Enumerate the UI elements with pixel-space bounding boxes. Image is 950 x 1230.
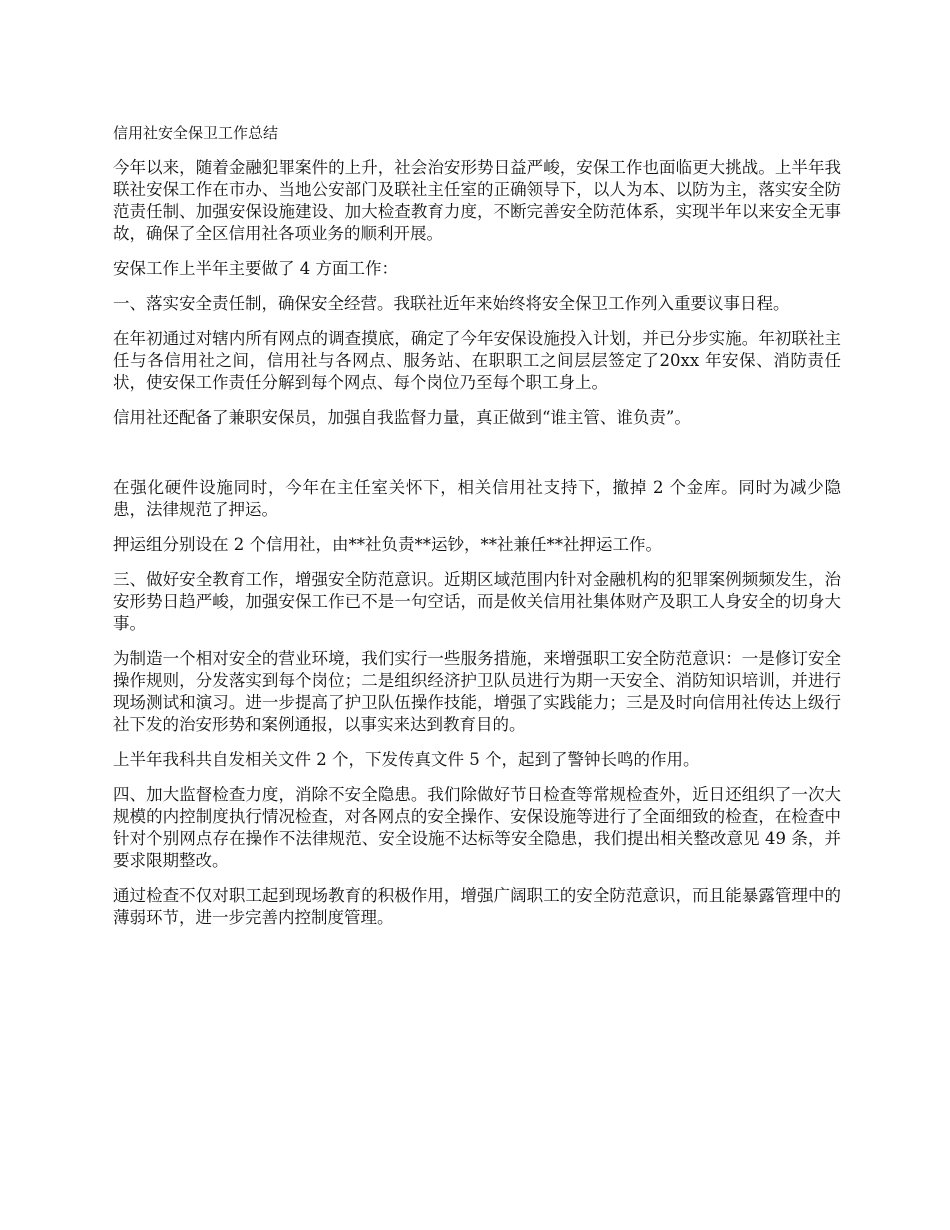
- paragraph-security-staff: 信用社还配备了兼职安保员，加强自我监督力量，真正做到“谁主管、谁负责”。: [113, 408, 691, 427]
- paragraph-conclusion: 通过检查不仅对职工起到现场教育的积极作用，增强广阔职工的安全防范意识，而且能暴露管理中的薄弱环节，进一步完善内控制度管理。: [113, 886, 841, 927]
- paragraph-intro: 今年以来，随着金融犯罪案件的上升，社会治安形势日益严峻，安保工作也面临更大挑战。上半年我联社安保工作在市办、当地公安部门及联社主任室的正确领导下，以人为本、以防为主，落实安全防范责任制、加强安保设施建设、加大检查教育力度，不断完善安全防范体系，实现半年以来安全无事故，确保了全区信用社各项业务的顺利开展。: [113, 158, 841, 243]
- paragraph-documents: 上半年我科共自发相关文件 2 个，下发传真文件 5 个，起到了警钟长鸣的作用。: [113, 750, 700, 769]
- paragraph-section-4: 四、加大监督检查力度，消除不安全隐患。我们除做好节日检查等常规检查外，近日还组织了一次大规模的内控制度执行情况检查，对各网点的安全操作、安保设施等进行了全面细致的检查，在检查中针对个别网点存在操作不法律规范、安全设施不达标等安全隐患，我们提出相关整改意见 49 条，并要求限期整改。: [113, 785, 841, 870]
- document-body: [113, 122, 841, 942]
- paragraph-plan: 在年初通过对辖内所有网点的调查摸底，确定了今年安保设施投入计划，并已分步实施。年初联社主任与各信用社之间，信用社与各网点、服务站、在职职工之间层层签定了20xx 年安保、消防责任状，使安保工作责任分解到每个网点、每个岗位乃至每个职工身上。: [113, 329, 841, 392]
- paragraph-measures: 为制造一个相对安全的营业环境，我们实行一些服务措施，来增强职工安全防范意识：一是修订安全操作规则，分发落实到每个岗位；二是组织经济护卫队员进行为期一天安全、消防知识培训，并进行现场测试和演习。进一步提高了护卫队伍操作技能，增强了实践能力；三是及时向信用社传达上级行社下发的治安形势和案例通报，以事实来达到教育目的。: [113, 649, 841, 734]
- blank-gap: [113, 442, 841, 477]
- paragraph-section-3: 三、做好安全教育工作，增强安全防范意识。近期区域范围内针对金融机构的犯罪案例频频发生，治安形势日趋严峻，加强安保工作已不是一句空话，而是攸关信用社集体财产及职工人身安全的切身大事。: [113, 570, 841, 633]
- paragraph-hardware: 在强化硬件设施同时，今年在主任室关怀下，相关信用社支持下，撤掉 2 个金库。同时为减少隐患，法律规范了押运。: [113, 478, 841, 519]
- paragraph-summary: 安保工作上半年主要做了 4 方面工作：: [113, 259, 398, 278]
- paragraph-section-1: 一、落实安全责任制，确保安全经营。我联社近年来始终将安全保卫工作列入重要议事日程。: [113, 294, 790, 313]
- paragraph-escort: 押运组分别设在 2 个信用社，由**社负责**运钞，**社兼任**社押运工作。: [113, 535, 662, 554]
- document-title: 信用社安全保卫工作总结: [113, 124, 279, 142]
